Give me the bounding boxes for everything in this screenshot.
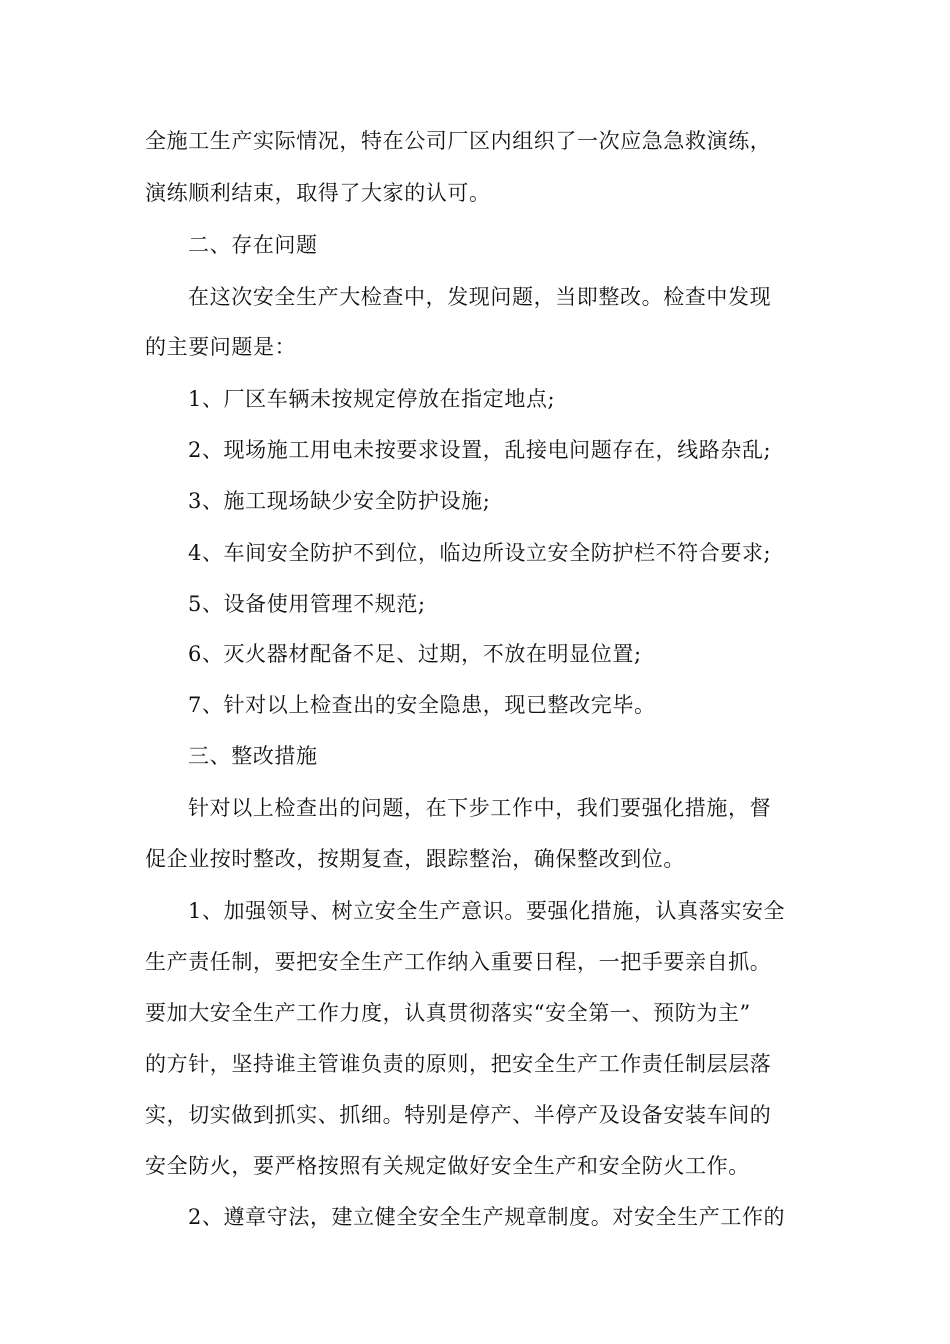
list-item: 5、设备使用管理不规范; <box>188 592 426 616</box>
section-heading: 三、整改措施 <box>188 744 318 768</box>
text-line: 演练顺利结束，取得了大家的认可。 <box>145 181 491 205</box>
text-line: 的主要问题是： <box>145 335 297 359</box>
list-item: 4、车间安全防护不到位，临边所设立安全防护栏不符合要求; <box>188 541 772 565</box>
text-line: 促企业按时整改，按期复查，跟踪整治，确保整改到位。 <box>145 847 685 871</box>
list-item: 1、厂区车辆未按规定停放在指定地点; <box>188 387 556 411</box>
text-line: 在这次安全生产大检查中，发现问题，当即整改。检查中发现 <box>188 285 772 309</box>
text-line: 实，切实做到抓实、抓细。特别是停产、半停产及设备安装车间的 <box>145 1103 772 1127</box>
text-line: 要加大安全生产工作力度，认真贯彻落实“安全第一、预防为主” <box>145 1001 751 1025</box>
text-line: 2、遵章守法，建立健全安全生产规章制度。对安全生产工作的 <box>188 1205 786 1229</box>
text-line: 安全防火，要严格按照有关规定做好安全生产和安全防火工作。 <box>145 1154 750 1178</box>
section-heading: 二、存在问题 <box>188 233 318 257</box>
text-line: 针对以上检查出的问题，在下步工作中，我们要强化措施，督 <box>188 796 772 820</box>
text-line: 的方针，坚持谁主管谁负责的原则，把安全生产工作责任制层层落 <box>145 1052 772 1076</box>
list-item: 3、施工现场缺少安全防护设施; <box>188 489 491 513</box>
text-line: 生产责任制，要把安全生产工作纳入重要日程，一把手要亲自抓。 <box>145 950 772 974</box>
text-line: 1、加强领导、树立安全生产意识。要强化措施，认真落实安全 <box>188 899 786 923</box>
list-item: 2、现场施工用电未按要求设置，乱接电问题存在，线路杂乱; <box>188 438 772 462</box>
list-item: 6、灭火器材配备不足、过期，不放在明显位置; <box>188 642 642 666</box>
list-item: 7、针对以上检查出的安全隐患，现已整改完毕。 <box>188 693 656 717</box>
text-line: 全施工生产实际情况，特在公司厂区内组织了一次应急急救演练， <box>145 129 772 153</box>
